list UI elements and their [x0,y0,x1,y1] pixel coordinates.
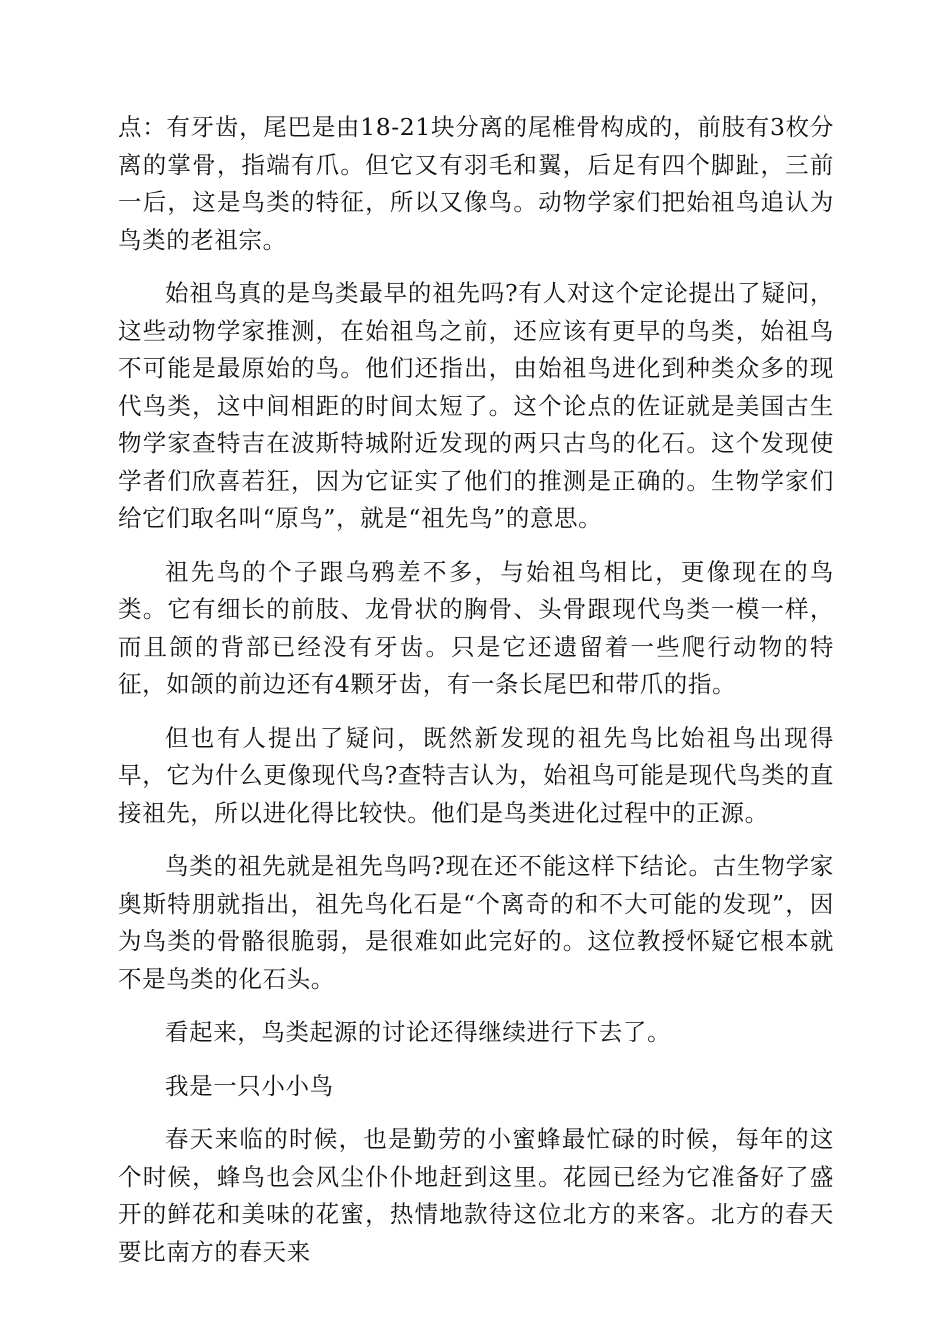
paragraph-7: 春天来临的时候，也是勤劳的小蜜蜂最忙碌的时候，每年的这个时候，蜂鸟也会风尘仆仆地赶到这里。花园已经为它准备好了盛开的鲜花和美味的花蜜，热情地款待这位北方的来客。北方的春天要比南方的春天来 [118,1125,834,1266]
document-body [118,109,834,1287]
paragraph-2: 始祖鸟真的是鸟类最早的祖先吗?有人对这个定论提出了疑问，这些动物学家推测，在始祖鸟之前，还应该有更早的鸟类，始祖鸟不可能是最原始的鸟。他们还指出，由始祖鸟进化到种类众多的现代鸟类，这中间相距的时间太短了。这个论点的佐证就是美国古生物学家查特吉在波斯特城附近发现的两只古鸟的化石。这个发现使学者们欣喜若狂，因为它证实了他们的推测是正确的。生物学家们给它们取名叫“原鸟”，就是“祖先鸟”的意思。 [118,279,834,532]
paragraph-3: 祖先鸟的个子跟乌鸦差不多，与始祖鸟相比，更像现在的鸟类。它有细长的前肢、龙骨状的胸骨、头骨跟现代鸟类一模一样，而且颌的背部已经没有牙齿。只是它还遗留着一些爬行动物的特征，如颌的前边还有4颗牙齿，有一条长尾巴和带爪的指。 [118,557,834,698]
paragraph-4: 但也有人提出了疑问，既然新发现的祖先鸟比始祖鸟出现得早，它为什么更像现代鸟?查特吉认为，始祖鸟可能是现代鸟类的直接祖先，所以进化得比较快。他们是鸟类进化过程中的正源。 [118,723,834,827]
section-title: 我是一只小小鸟 [165,1071,334,1100]
paragraph-6: 看起来，鸟类起源的讨论还得继续进行下去了。 [165,1018,672,1046]
paragraph-1: 点：有牙齿，尾巴是由18-21块分离的尾椎骨构成的，前肢有3枚分离的掌骨，指端有爪。但它又有羽毛和翼，后足有四个脚趾，三前一后，这是鸟类的特征，所以又像鸟。动物学家们把始祖鸟追认为鸟类的老祖宗。 [118,113,834,254]
paragraph-5: 鸟类的祖先就是祖先鸟吗?现在还不能这样下结论。古生物学家奥斯特朋就指出，祖先鸟化石是“个离奇的和不大可能的发现”，因为鸟类的骨骼很脆弱，是很难如此完好的。这位教授怀疑它根本就不是鸟类的化石头。 [118,852,834,993]
